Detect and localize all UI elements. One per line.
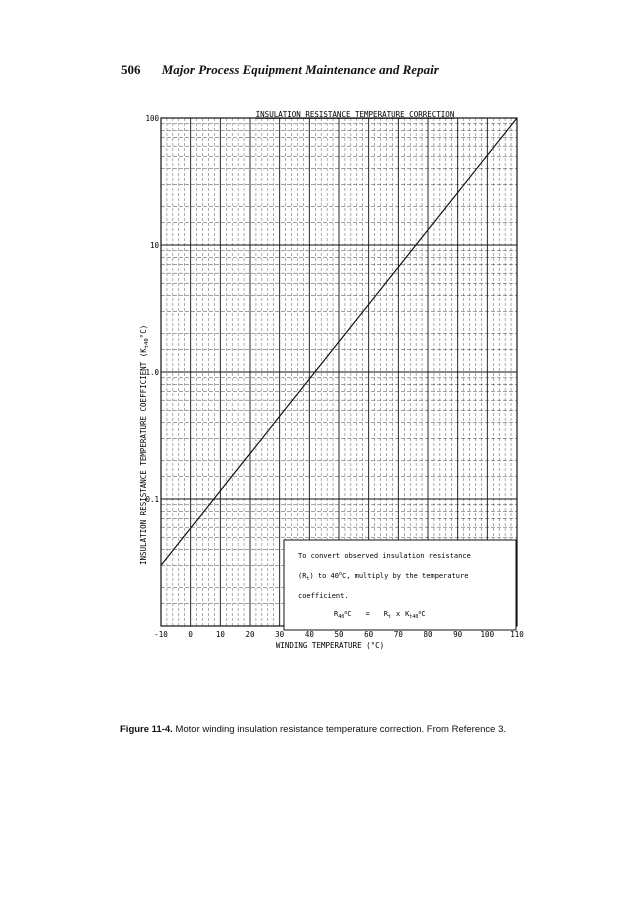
x-tick-label: 30 — [275, 630, 285, 639]
y-tick-label: 1.0 — [145, 368, 159, 377]
figure-caption-text: Motor winding insulation resistance temperature correction. From Reference 3. — [175, 724, 506, 735]
x-tick-label: 20 — [245, 630, 255, 639]
x-tick-labels — [154, 630, 524, 639]
x-tick-label: 10 — [215, 630, 225, 639]
x-tick-label: 70 — [393, 630, 403, 639]
x-tick-label: 100 — [480, 630, 495, 639]
x-tick-label: 50 — [334, 630, 344, 639]
y-tick-label: 0.1 — [145, 495, 159, 504]
chart-title: INSULATION RESISTANCE TEMPERATURE CORRECTION — [255, 110, 455, 119]
y-axis-label-sub: t40 — [144, 338, 150, 349]
note-line-3: coefficient. — [298, 592, 349, 600]
x-tick-label: 0 — [188, 630, 193, 639]
x-tick-label: 90 — [453, 630, 463, 639]
note-line-2: $(R_t)$ to 40$^o$C, multiply by the temperature — [298, 571, 469, 582]
note-line-1: To convert observed insulation resistance — [298, 552, 471, 560]
y-axis-label — [139, 325, 150, 565]
x-tick-label: -10 — [154, 630, 168, 639]
book-title: Major Process Equipment Maintenance and Repair — [161, 62, 439, 77]
figure-number: Figure 11-4. — [120, 724, 173, 735]
x-tick-label: 40 — [304, 630, 314, 639]
x-tick-label: 80 — [423, 630, 433, 639]
figure-caption — [120, 724, 540, 736]
x-tick-label: 110 — [510, 630, 524, 639]
y-tick-label: 10 — [149, 241, 159, 250]
x-axis-label: WINDING TEMPERATURE (°C) — [275, 641, 385, 650]
y-axis-label-tail: °C) — [139, 324, 148, 339]
y-tick-label: 100 — [145, 114, 159, 123]
x-tick-label: 60 — [364, 630, 374, 639]
note-formula: $R_{40}^oC = R_t$ x $K_{t40}^oC$ — [334, 610, 426, 620]
page-number: 506 — [121, 62, 141, 77]
y-axis-label-main: INSULATION RESISTANCE TEMPERATURE COEFFICIENT (K — [139, 348, 148, 565]
